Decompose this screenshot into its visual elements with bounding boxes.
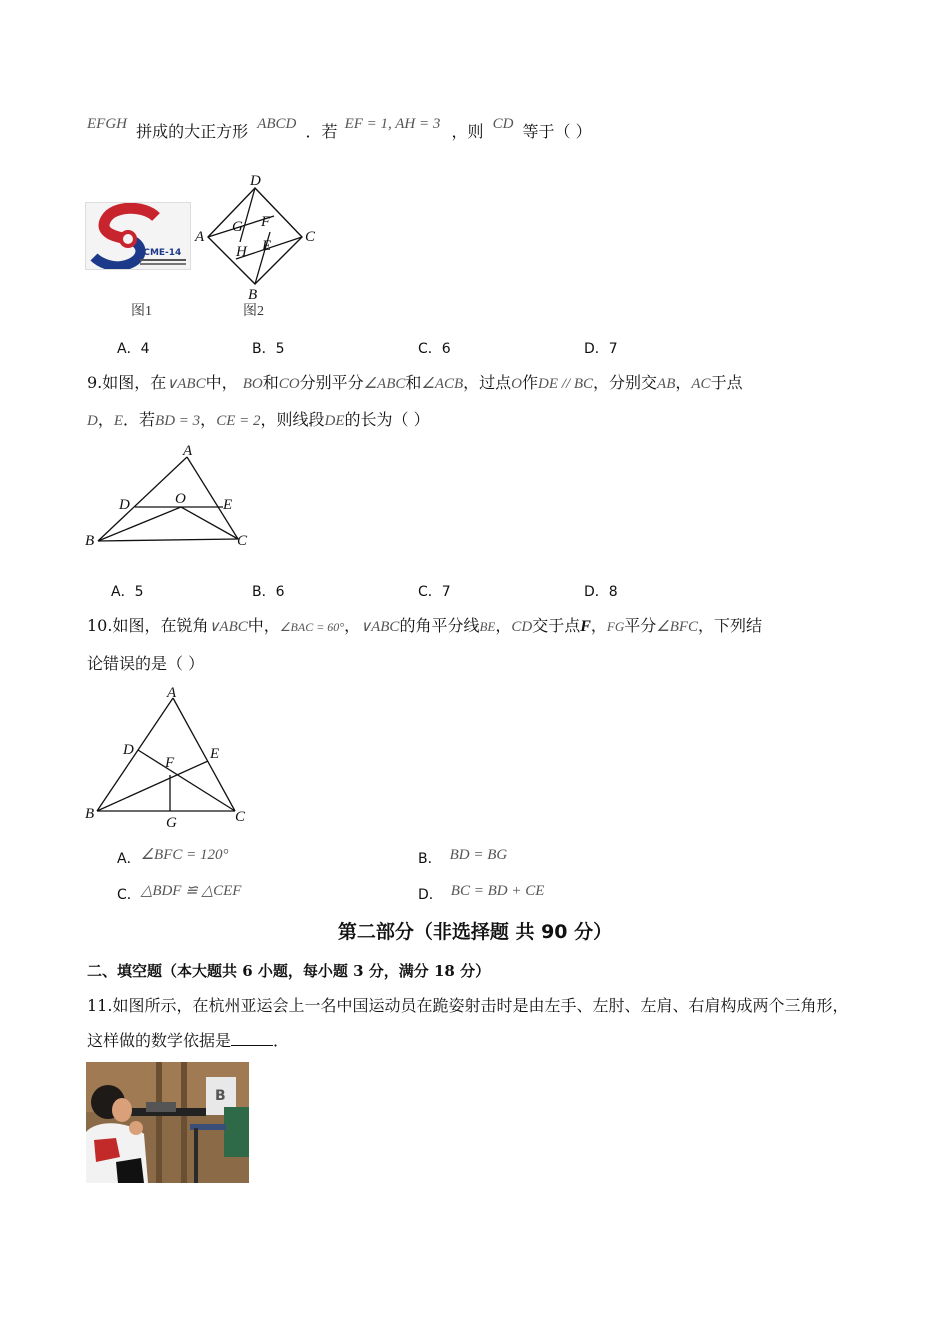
- q10-stem-line2: 论错误的是（ ）: [87, 654, 205, 673]
- q10-m9: CD: [511, 619, 533, 635]
- fig1-caption: 图1: [131, 304, 152, 319]
- q10-t6: 的角平分线: [399, 616, 480, 635]
- q10-option-d-letter: D．: [418, 887, 443, 903]
- logo-text: ICME-14: [140, 248, 182, 258]
- icme-logo-icon: [86, 203, 190, 269]
- q9-stem-line2: [87, 410, 430, 431]
- q9-t12: 作: [522, 373, 539, 392]
- q9-l2-t1: ，: [97, 410, 114, 429]
- q10-option-b-expr: BD = BG: [449, 847, 508, 863]
- q8-text-3: ，则: [451, 122, 484, 141]
- math-efgh: EFGH: [87, 116, 127, 132]
- q9-t16: ，: [675, 373, 692, 392]
- q9-label-a: A: [183, 443, 193, 459]
- q9-m13: DE // BC: [538, 376, 594, 392]
- q10-option-b[interactable]: [418, 848, 507, 868]
- q9-option-c[interactable]: C．7: [418, 584, 451, 600]
- q9-label-c: C: [237, 533, 248, 549]
- q10-t8: ，: [495, 616, 512, 635]
- label-h: H: [236, 244, 247, 260]
- q9-l2-t5: ，: [200, 410, 217, 429]
- label-c: C: [305, 229, 316, 245]
- q9-t4: 和: [262, 373, 279, 392]
- q11-stem-line1: 11.如图所示，在杭州亚运会上一名中国运动员在跪姿射击时是由左手、左肘、左肩、右肩构成两个三角形，: [87, 996, 849, 1015]
- q8-option-c[interactable]: C．6: [418, 341, 451, 357]
- q10-m3: ∠BAC = 60°: [279, 620, 345, 634]
- q8-option-b[interactable]: B．5: [252, 341, 285, 357]
- shooter-photo: [86, 1062, 249, 1183]
- q10-label-b: B: [85, 806, 95, 822]
- q10-t0: 10.如图，在锐角: [87, 616, 209, 635]
- q9-l2-m2: E: [113, 413, 124, 429]
- q8-figure-square: [190, 170, 320, 305]
- fill-in-heading: 二、填空题（本大题共 6 小题，每小题 3 分，满分 18 分）: [87, 962, 491, 980]
- q10-option-d[interactable]: [418, 884, 544, 904]
- answer-blank[interactable]: [231, 1031, 273, 1046]
- q9-t2: 中，: [205, 373, 238, 392]
- q9-t8: 和: [405, 373, 422, 392]
- q10-option-a-letter: A．: [117, 851, 141, 867]
- q10-t10: 交于点: [532, 616, 581, 635]
- label-g: G: [232, 219, 243, 235]
- q9-m1: ∨ABC: [166, 376, 206, 392]
- q10-m11: F: [580, 618, 591, 635]
- q10-label-g: G: [166, 815, 177, 831]
- q9-option-b[interactable]: B．6: [252, 584, 285, 600]
- q9-option-d[interactable]: D．8: [584, 584, 618, 600]
- label-e: E: [262, 238, 272, 254]
- fig2-caption: 图2: [243, 304, 264, 319]
- shooter-photo-art: [86, 1062, 249, 1183]
- q9-t14: ，分别交: [593, 373, 658, 392]
- q9-l2-m8: DE: [324, 413, 345, 429]
- label-a: A: [195, 229, 205, 245]
- q8-option-d[interactable]: D．7: [584, 341, 618, 357]
- q10-label-e: E: [210, 746, 220, 762]
- q8-text-4: 等于（ ）: [522, 122, 592, 141]
- math-ef-ah: EF = 1, AH = 3: [344, 116, 441, 132]
- q9-t6: 分别平分: [299, 373, 364, 392]
- q9-l2-t3: ．若: [123, 410, 156, 429]
- q9-label-e: E: [223, 497, 233, 513]
- q10-option-c[interactable]: [117, 884, 241, 904]
- q9-m15: AB: [657, 376, 676, 392]
- q10-m15: ∠BFC: [656, 619, 699, 635]
- q9-t10: ，过点: [463, 373, 512, 392]
- q11-stem-line2: [87, 1031, 289, 1051]
- label-f: F: [261, 214, 271, 230]
- q10-t2: 中，: [247, 616, 280, 635]
- q9-l2-t9: 的长为（ ）: [344, 410, 430, 429]
- label-d: D: [250, 173, 261, 189]
- q10-t12: ，: [590, 616, 607, 635]
- q10-t16: ，下列结: [698, 616, 763, 635]
- q10-option-b-letter: B．: [418, 851, 442, 867]
- q10-label-d: D: [123, 742, 134, 758]
- q8-text-2: ．若: [305, 122, 338, 141]
- q9-l2-m4: BD = 3: [155, 413, 201, 429]
- q11-text: 这样做的数学依据是: [87, 1031, 232, 1050]
- q10-label-f: F: [165, 755, 175, 771]
- q8-stem: [87, 116, 592, 143]
- q9-t0: 9.如图，在: [87, 373, 167, 392]
- q9-m7: ∠ABC: [363, 376, 406, 392]
- math-abcd: ABCD: [257, 116, 297, 132]
- q10-t14: 平分: [624, 616, 657, 635]
- icme-logo-figure: [85, 202, 191, 270]
- q9-figure-triangle: [80, 440, 260, 555]
- q9-stem-line1: [87, 373, 743, 394]
- q8-option-a[interactable]: A．4: [117, 341, 150, 357]
- label-b: B: [248, 287, 258, 303]
- q10-m7: BE: [479, 619, 496, 634]
- q9-l2-t7: ，则线段: [260, 410, 325, 429]
- q10-label-a: A: [167, 685, 177, 701]
- q9-m9: ∠ACB: [421, 376, 464, 392]
- q10-stem-line1: [87, 616, 762, 637]
- q10-option-c-letter: C．: [117, 887, 141, 903]
- q9-t18: 于点: [710, 373, 743, 392]
- q10-figure-triangle: [80, 683, 260, 831]
- q10-m13: FG: [606, 619, 625, 634]
- q9-l2-m6: CE = 2: [216, 413, 261, 429]
- q10-option-a[interactable]: [117, 848, 228, 868]
- photo-sign-b: B: [215, 1088, 226, 1104]
- q9-l2-m0: D: [87, 413, 98, 429]
- q9-label-d: D: [119, 497, 130, 513]
- q9-m17: AC: [691, 376, 711, 392]
- q8-text-1: 拼成的大正方形: [136, 122, 249, 141]
- section-2-title: 第二部分（非选择题 共 90 分）: [337, 921, 613, 943]
- q10-label-c: C: [235, 809, 246, 825]
- q9-m11: O: [511, 376, 523, 392]
- q10-m1: ∨ABC: [208, 619, 248, 635]
- q10-option-d-expr: BC = BD + CE: [450, 883, 545, 899]
- q10-t4: ，: [344, 616, 361, 635]
- q11-end: ．: [273, 1031, 290, 1050]
- q9-label-o: O: [175, 491, 186, 507]
- q9-label-b: B: [85, 533, 95, 549]
- q10-m5: ∨ABC: [360, 619, 400, 635]
- math-cd: CD: [492, 116, 514, 132]
- q10-option-c-expr: △BDF ≌ △CEF: [140, 883, 242, 899]
- q9-option-a[interactable]: A．5: [111, 584, 144, 600]
- q9-m5: CO: [278, 376, 300, 392]
- q9-m3: BO: [242, 376, 263, 392]
- q10-option-a-expr: ∠BFC = 120°: [140, 847, 229, 863]
